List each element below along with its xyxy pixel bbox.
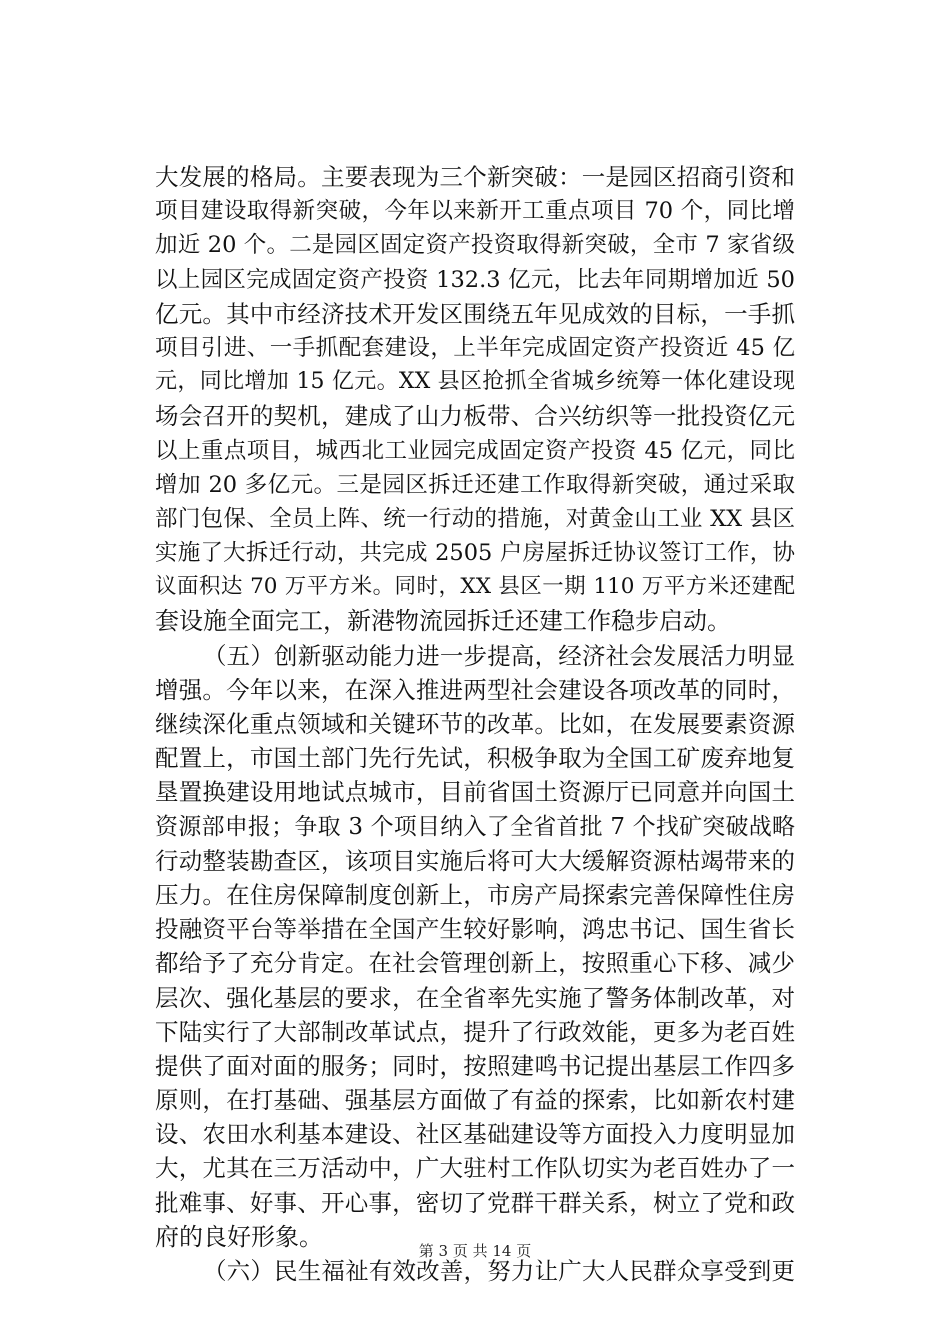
- paragraph-end-line: 府的良好形象。: [155, 1222, 323, 1251]
- text-line: 亿元。其中市经济技术开发区围绕五年见成效的目标，一手抓: [155, 299, 795, 328]
- section-heading-line-5: （五）创新驱动能力进一步提高，经济社会发展活力明显: [203, 641, 795, 670]
- text-line: 增强。今年以来，在深入推进两型社会建设各项改革的同时，: [155, 675, 795, 704]
- text-line: 增加 20 多亿元。三是园区拆迁还建工作取得新突破，通过采取: [155, 471, 795, 498]
- section-heading-line-6: （六）民生福祉有效改善，努力让广大人民群众享受到更: [203, 1257, 795, 1285]
- text-line: 部门包保、全员上阵、统一行动的措施，对黄金山工业 XX 县区: [155, 505, 795, 532]
- text-line: 垦置换建设用地试点城市，目前省国土资源厅已同意并向国土: [155, 778, 795, 807]
- text-line: 继续深化重点领域和关键环节的改革。比如，在发展要素资源: [155, 710, 795, 738]
- text-line: 实施了大拆迁行动，共完成 2505 户房屋拆迁协议签订工作，协: [155, 540, 795, 567]
- text-line: 原则，在打基础、强基层方面做了有益的探索，比如新农村建: [155, 1086, 795, 1115]
- text-line: 提供了面对面的服务；同时，按照建鸣书记提出基层工作四多: [155, 1051, 795, 1080]
- text-line: 大发展的格局。主要表现为三个新突破：一是园区招商引资和: [155, 163, 795, 191]
- text-line: 加近 20 个。二是园区固定资产投资取得新突破，全市 7 家省级: [155, 232, 795, 259]
- text-line: 项目引进、一手抓配套建设，上半年完成固定资产投资近 45 亿: [155, 334, 795, 361]
- text-line: 批难事、好事、开心事，密切了党群干群关系，树立了党和政: [155, 1188, 795, 1217]
- text-line: 元，同比增加 15 亿元。XX 县区抢抓全省城乡统筹一体化建设现: [155, 369, 795, 395]
- text-line: 都给予了充分肯定。在社会管理创新上，按照重心下移、减少: [155, 949, 795, 978]
- text-line: 层次、强化基层的要求，在全省率先实施了警务体制改革，对: [155, 983, 795, 1012]
- text-line: 议面积达 70 万平方米。同时，XX 县区一期 110 万平方米还建配: [155, 574, 795, 600]
- paragraph-end-line: 套设施全面完工，新港物流园拆迁还建工作稳步启动。: [155, 607, 731, 636]
- text-line: 行动整装勘查区，该项目实施后将可大大缓解资源枯竭带来的: [155, 846, 795, 875]
- page-number-footer: 第 3 页 共 14 页: [418, 1242, 532, 1260]
- text-line: 压力。在住房保障制度创新上，市房产局探索完善保障性住房: [155, 880, 795, 909]
- text-line: 以上园区完成固定资产投资 132.3 亿元，比去年同期增加近 50: [155, 266, 795, 293]
- text-line: 下陆实行了大部制改革试点，提升了行政效能，更多为老百姓: [155, 1017, 795, 1046]
- text-line: 投融资平台等举措在全国产生较好影响，鸿忠书记、国生省长: [155, 915, 795, 944]
- text-line: 资源部申报；争取 3 个项目纳入了全省首批 7 个找矿突破战略: [155, 813, 795, 840]
- text-line: 设、农田水利基本建设、社区基础建设等方面投入力度明显加: [155, 1120, 795, 1149]
- text-line: 项目建设取得新突破，今年以来新开工重点项目 70 个，同比增: [155, 198, 795, 225]
- body-text: [155, 160, 795, 1288]
- text-line: 场会召开的契机，建成了山力板带、合兴纺织等一批投资亿元: [155, 402, 795, 431]
- text-line: 大，尤其在三万活动中，广大驻村工作队切实为老百姓办了一: [155, 1154, 795, 1183]
- text-line: 配置上，市国土部门先行先试，积极争取为全国工矿废弃地复: [155, 744, 795, 773]
- text-line: 以上重点项目，城西北工业园完成固定资产投资 45 亿元，同比: [155, 437, 795, 464]
